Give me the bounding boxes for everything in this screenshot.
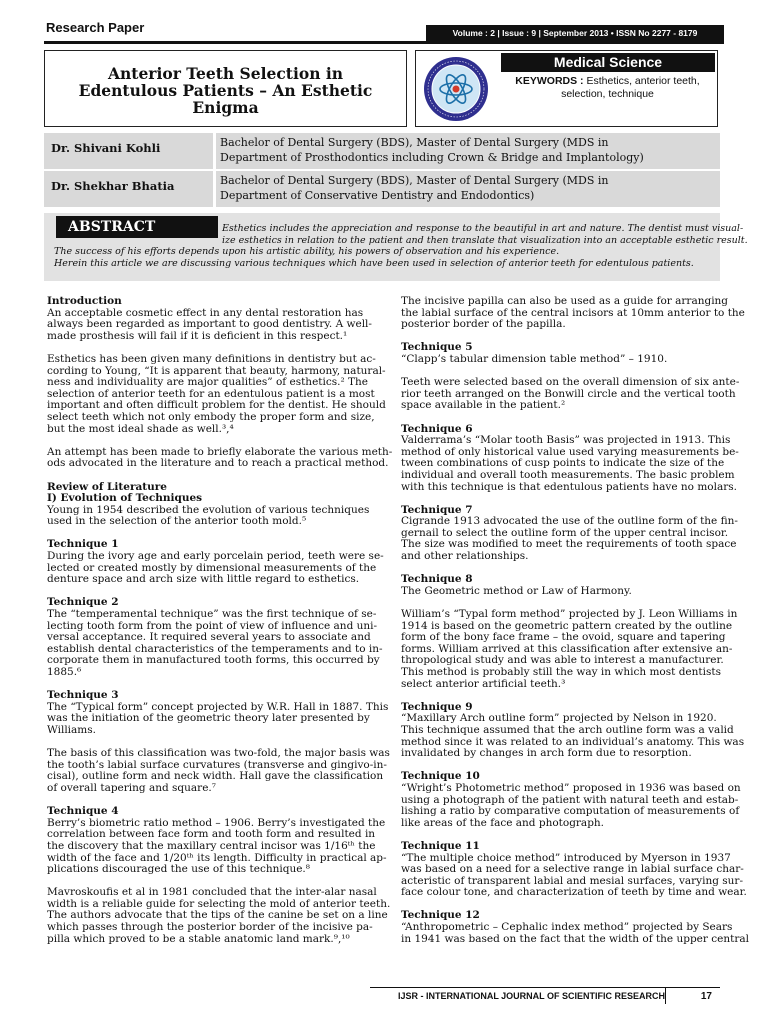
text-line: using a photograph of the patient with natural teeth and estab- xyxy=(401,793,739,806)
text-line: lected or created mostly by dimensional measurements of the xyxy=(47,561,377,574)
text-line: versal acceptance. It required several years to associate and xyxy=(47,631,371,644)
text-line: posterior border of the papilla. xyxy=(401,318,566,331)
keywords xyxy=(502,75,713,101)
section-heading: Technique 10 xyxy=(401,770,480,783)
abstract-line: The success of his efforts depends upon his artistic ability, his powers of observation and his experience. xyxy=(54,246,560,258)
text-line: The “Typical form” concept projected by W.R. Hall in 1887. This xyxy=(47,700,389,713)
abstract-line: ize esthetics in relation to the patient and then translate that visualization into an acceptable esthetic result. xyxy=(222,234,748,246)
text-line: The “temperamental technique” was the first technique of se- xyxy=(47,608,377,621)
page-header xyxy=(44,16,724,44)
body-paragraph xyxy=(401,515,738,563)
body-paragraph xyxy=(401,434,739,493)
section-heading: I) Evolution of Techniques xyxy=(47,492,203,505)
text-line: tween combinations of cusp points to indicate the size of the xyxy=(401,457,725,470)
body-paragraph xyxy=(47,700,389,737)
title-line: Enigma xyxy=(192,98,259,117)
body-paragraph xyxy=(401,921,749,945)
text-line: rior teeth arranged on the Bonwill circle and the vertical tooth xyxy=(401,387,736,400)
body-paragraph xyxy=(401,608,738,690)
text-line: Berry’s biometric ratio method – 1906. Berry’s investigated the xyxy=(47,816,386,829)
text-line: During the ivory age and early porcelain period, teeth were se- xyxy=(47,550,384,563)
journal-box xyxy=(415,50,718,127)
text-line: select anterior artificial teeth.³ xyxy=(401,677,566,690)
text-line: individual and overall tooth measurements. The basic problem xyxy=(401,468,735,481)
text-line: form of the bony face frame – the ovoid, square and tapering xyxy=(401,631,726,644)
text-line: lishing a ratio by comparative computation of measurements of xyxy=(401,805,740,818)
section-heading: Technique 8 xyxy=(401,573,473,586)
text-line: width is a reliable guide for selecting the mold of anterior teeth. xyxy=(47,897,391,910)
text-line: “Wright’s Photometric method” proposed in 1936 was based on xyxy=(401,781,741,794)
subject-area: Medical Science xyxy=(501,53,715,72)
text-line: width of the face and 1/20ᵗʰ its length. Difficulty in practical ap- xyxy=(47,851,387,864)
text-line: acteristic of transparent labial and mesial surfaces, varying sur- xyxy=(401,874,743,887)
author-affiliation xyxy=(216,171,720,207)
body-paragraph xyxy=(47,608,383,679)
author-row xyxy=(44,133,720,169)
text-line: Cigrande 1913 advocated the use of the outline form of the fin- xyxy=(401,515,738,528)
text-line: corporate them in manufactured tooth forms, this occurred by xyxy=(47,654,380,667)
section-heading: Technique 2 xyxy=(47,596,119,609)
text-line: ness and individuality are major qualities” of esthetics.² The xyxy=(47,376,368,389)
text-line: of overall tapering and square.⁷ xyxy=(47,781,216,794)
text-line: made prosthesis will fail if it is deficient in this respect.¹ xyxy=(47,329,348,342)
text-line: and other relationships. xyxy=(401,550,529,563)
section-heading: Technique 4 xyxy=(47,805,119,818)
text-line: important and often difficult problem for the dentist. He should xyxy=(47,399,386,412)
journal-name: IJSR - INTERNATIONAL JOURNAL OF SCIENTIFIC RESEARCH xyxy=(398,991,666,1001)
body-paragraph xyxy=(47,445,393,470)
text-line: which passes through the posterior border of the incisive pa- xyxy=(47,921,373,934)
text-line: plications discouraged the use of this technique.⁸ xyxy=(47,863,310,876)
paper-category: Research Paper xyxy=(46,20,145,35)
abstract-line: Esthetics includes the appreciation and response to the beautiful in art and nature. The dentist must visual- xyxy=(222,223,744,234)
text-line: “The multiple choice method” introduced by Myerson in 1937 xyxy=(401,851,731,864)
section-heading: Technique 12 xyxy=(401,909,480,922)
text-line: always been regarded as important to good dentistry. A well- xyxy=(47,318,372,331)
body-paragraph xyxy=(401,295,745,331)
keywords-label: KEYWORDS : xyxy=(515,75,584,87)
body-paragraph xyxy=(401,586,721,598)
text-line: was based on a need for a selective range in labial surface char- xyxy=(401,863,744,876)
text-line: Williams. xyxy=(47,723,96,736)
keywords-text: Esthetics, anterior teeth, xyxy=(586,75,700,87)
body-column-left xyxy=(47,295,393,957)
text-line: denture space and arch size with little regard to esthetics. xyxy=(47,573,360,586)
text-line: space available in the patient.² xyxy=(401,399,566,412)
text-line: cisal), outline form and neck width. Hall gave the classification xyxy=(47,770,384,783)
text-line: face colour tone, and characterization of teeth by time and wear. xyxy=(401,886,747,899)
text-line: method since it was related to an individual’s anatomy. This was xyxy=(401,735,745,748)
page-footer xyxy=(370,987,720,1003)
body-paragraph xyxy=(47,816,387,876)
affiliation-line: Bachelor of Dental Surgery (BDS), Master of Dental Surgery (MDS in xyxy=(220,174,609,187)
text-line: select teeth which not only embody the proper form and size, xyxy=(47,410,375,423)
text-line: Valderrama’s “Molar tooth Basis” was projected in 1913. This xyxy=(401,434,731,447)
body-paragraph xyxy=(401,376,740,412)
affiliation-line: Department of Prosthodontics including Crown & Bridge and Implantology) xyxy=(220,150,644,164)
journal-seal-icon xyxy=(422,55,490,123)
text-line: selection of anterior teeth for an edentulous patient is a most xyxy=(47,387,375,400)
text-line: 1885.⁶ xyxy=(47,666,82,678)
body-paragraph xyxy=(47,306,372,343)
text-line: “Anthropometric – Cephalic index method” projected by Sears xyxy=(401,921,733,934)
abstract-line: Herein this article we are discussing various techniques which have been used in selection of anterior teeth for edentulous patients. xyxy=(54,257,694,269)
section-heading: Technique 6 xyxy=(401,422,473,435)
text-line: thropological study and was able to interest a manufacturer. xyxy=(401,654,724,667)
affiliation-line: Department of Conservative Dentistry and Endodontics) xyxy=(220,188,535,202)
text-line: An attempt has been made to briefly elaborate the various meth- xyxy=(47,445,393,458)
body-paragraph xyxy=(47,352,386,435)
section-heading: Technique 3 xyxy=(47,689,119,702)
section-heading: Technique 1 xyxy=(47,538,119,551)
text-line: This method is probably still the way in which most dentists xyxy=(401,666,721,678)
text-line: Teeth were selected based on the overall dimension of six ante- xyxy=(401,376,740,389)
body-paragraph xyxy=(47,503,370,528)
author-name: Dr. Shekhar Bhatia xyxy=(44,171,216,207)
abstract-section xyxy=(44,213,748,281)
text-line: The authors advocate that the tips of the canine be set on a line xyxy=(47,909,388,922)
section-heading: Technique 7 xyxy=(401,503,473,516)
text-line: Young in 1954 described the evolution of various techniques xyxy=(47,503,370,516)
footer-divider xyxy=(665,988,666,1004)
section-heading: Introduction xyxy=(47,295,122,307)
text-line: in 1941 was based on the fact that the width of the upper central xyxy=(401,932,749,945)
text-line: This technique assumed that the arch outline form was a valid xyxy=(401,723,734,736)
text-line: invalidated by changes in arch form due to resorption. xyxy=(401,747,692,760)
title-line: Anterior Teeth Selection in xyxy=(107,64,344,83)
text-line: The incisive papilla can also be used as a guide for arranging xyxy=(401,295,729,307)
text-line: lecting tooth form from the point of view of influence and uni- xyxy=(47,619,378,632)
text-line: The Geometric method or Law of Harmony. xyxy=(401,584,632,597)
section-heading: Review of Literature xyxy=(47,480,167,493)
text-line: ods advocated in the literature and to reach a practical method. xyxy=(47,457,389,470)
paper-title xyxy=(55,65,396,116)
author-name: Dr. Shivani Kohli xyxy=(44,133,216,169)
body-paragraph xyxy=(401,712,745,760)
text-line: correlation between face form and tooth form and resulted in xyxy=(47,828,376,841)
body-paragraph xyxy=(401,781,741,829)
author-row xyxy=(44,171,720,207)
body-paragraph xyxy=(401,354,721,366)
volume-info: Volume : 2 | Issue : 9 | September 2013 • ISSN No 2277 - 8179 xyxy=(426,25,724,42)
section-heading: Technique 11 xyxy=(401,839,480,852)
text-line: The basis of this classification was two-fold, the major basis was xyxy=(47,747,390,760)
text-line: William’s “Typal form method” projected by J. Leon Williams in xyxy=(401,608,738,621)
keywords-text: selection, technique xyxy=(561,88,654,100)
title-box xyxy=(44,50,407,127)
body-paragraph xyxy=(47,550,384,586)
text-line: the discovery that the maxillary central incisor was 1/16ᵗʰ the xyxy=(47,839,376,852)
text-line: but the most ideal shade as well.³,⁴ xyxy=(47,422,234,435)
text-line: the labial surface of the central incisors at 10mm anterior to the xyxy=(401,306,745,319)
text-line: pilla which proved to be a stable anatomic land mark.⁹,¹⁰ xyxy=(47,932,350,945)
text-line: Esthetics has been given many definitions in dentistry but ac- xyxy=(47,352,376,365)
text-line: 1914 is based on the geometric pattern created by the outline xyxy=(401,619,733,632)
text-line: with this technique is that edentulous patients have no molars. xyxy=(401,480,737,493)
text-line: Mavroskoufis et al in 1981 concluded that the inter-alar nasal xyxy=(47,886,377,899)
page-number: 17 xyxy=(700,991,712,1002)
body-paragraph xyxy=(47,747,390,794)
text-line: cording to Young, “It is apparent that beauty, harmony, natural- xyxy=(47,364,386,377)
section-heading: Technique 5 xyxy=(401,341,473,354)
text-line: like areas of the face and photograph. xyxy=(401,816,605,829)
section-heading: Technique 9 xyxy=(401,700,473,713)
text-line: forms. William arrived at this classification after extensive an- xyxy=(401,642,733,655)
text-line: “Maxillary Arch outline form” projected by Nelson in 1920. xyxy=(401,712,717,725)
body-column-right xyxy=(401,295,749,957)
text-line: was the initiation of the geometric theory later presented by xyxy=(47,712,370,725)
text-line: used in the selection of the anterior tooth mold.⁵ xyxy=(47,515,307,528)
author-affiliation xyxy=(216,133,720,169)
text-line: “Clapp’s tabular dimension table method” – 1910. xyxy=(401,352,668,365)
text-line: the tooth’s labial surface curvatures (transverse and gingivo-in- xyxy=(47,758,387,771)
text-line: establish dental characteristics of the temperaments and to in- xyxy=(47,642,383,655)
title-line: Edentulous Patients – An Esthetic xyxy=(78,81,373,100)
text-line: gernail to select the outline form of the upper central incisor. xyxy=(401,526,729,539)
body-paragraph xyxy=(47,886,391,945)
abstract-label: ABSTRACT xyxy=(56,216,218,238)
text-line: The size was modified to meet the requirements of tooth space xyxy=(401,538,737,551)
body-paragraph xyxy=(401,851,747,899)
affiliation-line: Bachelor of Dental Surgery (BDS), Master of Dental Surgery (MDS in xyxy=(220,136,609,149)
text-line: An acceptable cosmetic effect in any dental restoration has xyxy=(47,306,364,319)
text-line: method of only historical value used varying measurements be- xyxy=(401,445,739,458)
